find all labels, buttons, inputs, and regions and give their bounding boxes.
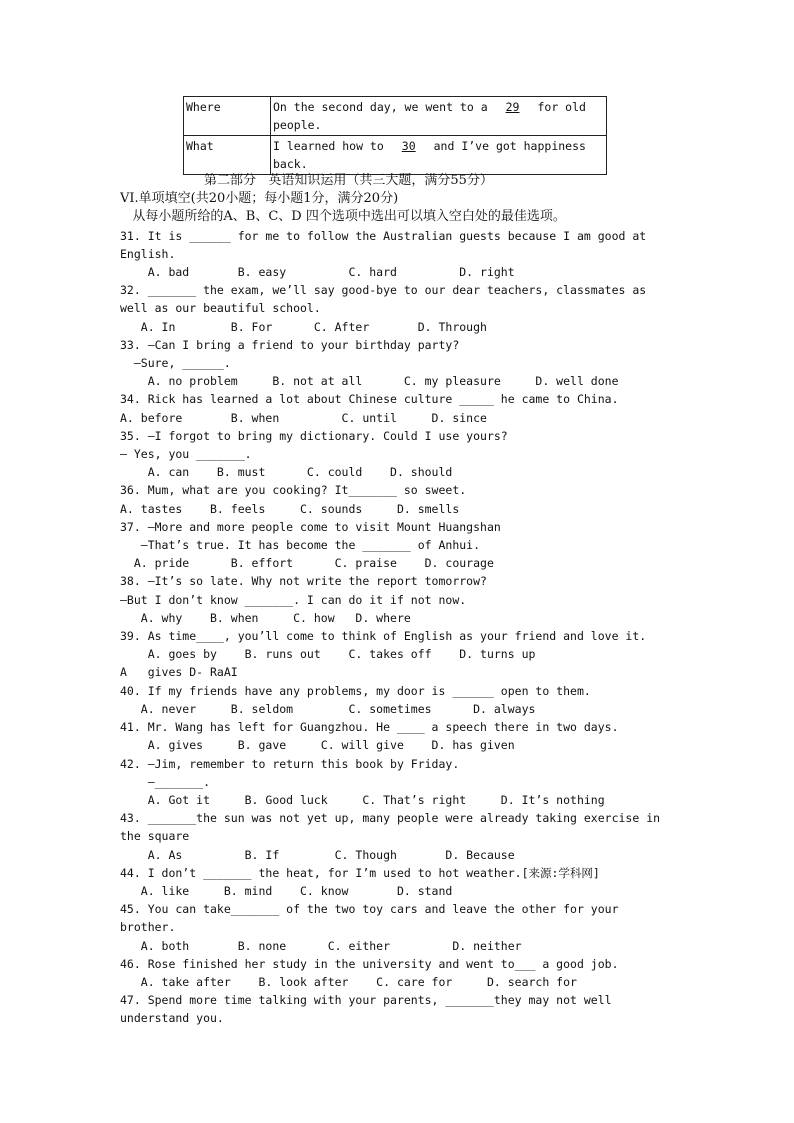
question-line: 40. If my friends have any problems, my door is ______ open to them. xyxy=(120,683,591,698)
row-content: On the second day, we went to a 29 for old people. xyxy=(271,97,607,136)
question-line: —_______. xyxy=(120,774,211,789)
table-row xyxy=(184,136,607,175)
question-line: 39. As time____, you’ll come to think of English as your friend and love it. xyxy=(120,629,647,644)
question-line: A. no problem B. not at all C. my pleasure D. well done xyxy=(120,374,619,389)
info-table xyxy=(183,96,607,175)
blank-29: 29 xyxy=(505,100,520,114)
table-row xyxy=(184,97,607,136)
question-line: A gives D- RaAI xyxy=(120,665,238,680)
section-title: 第二部分 英语知识运用（共三大题，满分55分） xyxy=(204,173,493,188)
question-line: 34. Rick has learned a lot about Chinese culture _____ he came to China. xyxy=(120,392,619,407)
question-line: well as our beautiful school. xyxy=(120,301,321,316)
question-line: A. like B. mind C. know D. stand xyxy=(120,883,453,898)
question-line: —But I don’t know _______. I can do it if not now. xyxy=(120,592,467,607)
question-line: 41. Mr. Wang has left for Guangzhou. He ____ a speech there in two days. xyxy=(120,720,619,735)
question-line: A. Got it B. Good luck C. That’s right D. It’s nothing xyxy=(120,792,605,807)
question-line: A. tastes B. feels C. sounds D. smells xyxy=(120,501,460,516)
question-line: 44. I don’t _______ the heat, for I’m used to hot weather.[来源:学科网] xyxy=(120,865,600,880)
question-line: A. In B. For C. After D. Through xyxy=(120,319,487,334)
question-line: A. goes by B. runs out C. takes off D. turns up xyxy=(120,647,536,662)
question-line: understand you. xyxy=(120,1011,224,1026)
question-line: A. As B. If C. Though D. Because xyxy=(120,847,515,862)
question-line: A. both B. none C. either D. neither xyxy=(120,938,522,953)
blank-30: 30 xyxy=(401,139,416,153)
row-label: Where xyxy=(184,97,271,136)
question-line: A. take after B. look after C. care for D. search for xyxy=(120,974,577,989)
question-line: 31. It is ______ for me to follow the Australian guests because I am good at xyxy=(120,228,647,243)
question-line: —Sure, ______. xyxy=(120,356,231,371)
instruction: 从每小题所给的A、B、C、D 四个选项中选出可以填入空白处的最佳选项。 xyxy=(120,209,566,225)
question-line: 32. _______ the exam, we’ll say good-bye to our dear teachers, classmates as xyxy=(120,283,647,298)
question-section xyxy=(120,172,676,1028)
question-line: English. xyxy=(120,246,176,261)
row-content: I learned how to 30 and I’ve got happiness back. xyxy=(271,136,607,175)
question-line: —That’s true. It has become the _______ of Anhui. xyxy=(120,538,481,553)
question-line: 36. Mum, what are you cooking? It_______ so sweet. xyxy=(120,483,467,498)
question-line: the square xyxy=(120,829,190,844)
question-line: A. gives B. gave C. will give D. has given xyxy=(120,738,515,753)
question-lines xyxy=(120,227,676,1028)
question-line: A. before B. when C. until D. since xyxy=(120,410,487,425)
question-line: 43. _______the sun was not yet up, many people were already taking exercise in xyxy=(120,811,661,826)
question-line: A. can B. must C. could D. should xyxy=(120,465,453,480)
part-heading: VI.单项填空(共20小题；每小题1分，满分20分) xyxy=(120,191,399,207)
question-line: 47. Spend more time talking with your parents, _______they may not well xyxy=(120,993,612,1008)
question-line: 35. —I forgot to bring my dictionary. Could I use yours? xyxy=(120,428,508,443)
question-line: 38. —It’s so late. Why not write the report tomorrow? xyxy=(120,574,487,589)
question-line: 45. You can take_______ of the two toy cars and leave the other for your xyxy=(120,902,619,917)
question-line: 46. Rose finished her study in the university and went to___ a good job. xyxy=(120,956,619,971)
question-line: 42. —Jim, remember to return this book by Friday. xyxy=(120,756,460,771)
question-line: A. pride B. effort C. praise D. courage xyxy=(120,556,494,571)
question-line: 37. —More and more people come to visit Mount Huangshan xyxy=(120,519,501,534)
question-line: A. bad B. easy C. hard D. right xyxy=(120,265,515,280)
question-line: — Yes, you _______. xyxy=(120,447,252,462)
question-line: brother. xyxy=(120,920,176,935)
row-label: What xyxy=(184,136,271,175)
question-line: 33. —Can I bring a friend to your birthday party? xyxy=(120,337,460,352)
question-line: A. never B. seldom C. sometimes D. always xyxy=(120,701,536,716)
question-line: A. why B. when C. how D. where xyxy=(120,610,411,625)
